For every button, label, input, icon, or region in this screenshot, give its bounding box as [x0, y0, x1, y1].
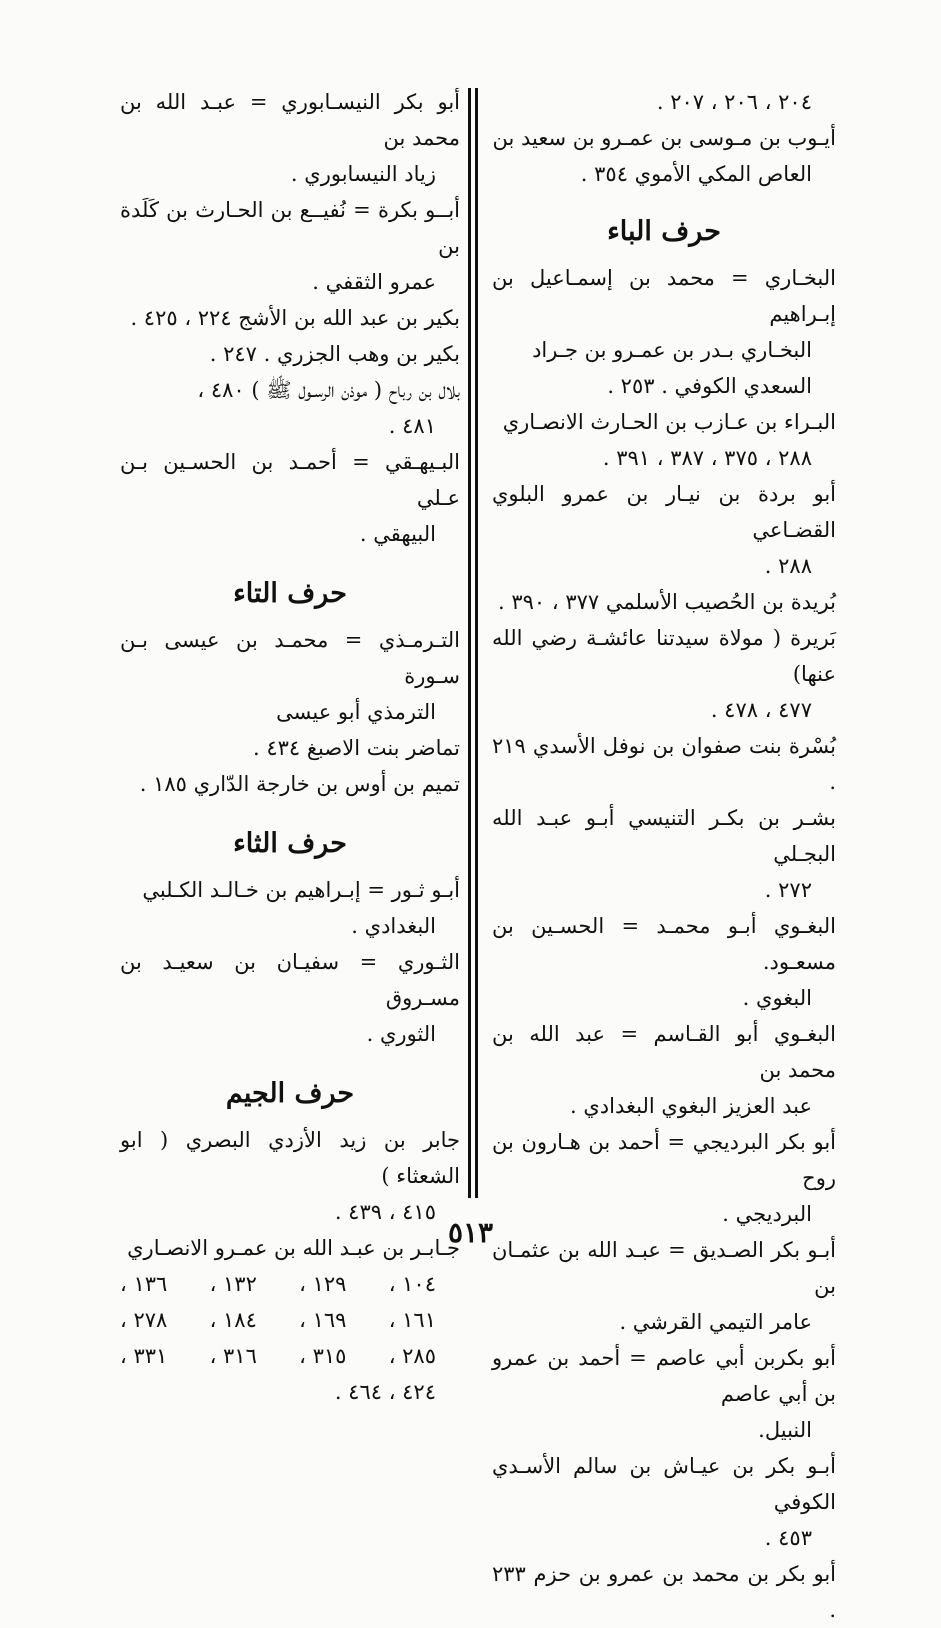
- entry-continuation-line: البخـاري بـدر بن عمـرو بن جـراد: [532, 338, 812, 362]
- entry-continuation-line: ٢٧٢ .: [764, 878, 812, 902]
- entry-continuation-line: البرديجي .: [722, 1202, 812, 1226]
- index-entry: [492, 1340, 836, 1448]
- index-entry: [492, 1556, 836, 1628]
- entry-continuation-line: البيهقي .: [359, 522, 436, 546]
- entry-continuation-line: الثوري .: [366, 1022, 436, 1046]
- entry-line: بشـر بن بكـر التنيسي أبـو عبـد الله البجـلي: [492, 806, 836, 866]
- entry-line: الثـوري = سفيـان بن سعيـد بن مسـروق: [120, 950, 460, 1010]
- entry-line: تماضر بنت الاصبغ ٤٣٤ .: [253, 736, 460, 760]
- entry-line: التـرمـذي = محمـد بن عيسى بـن سـورة: [120, 628, 460, 688]
- index-entry: [120, 300, 460, 336]
- column-divider-rule: [475, 88, 478, 1198]
- entry-line: جابر بن زيد الأزدي البصري ( ابو الشعثاء ): [120, 1128, 460, 1188]
- entry-line: أبو بكر البرديجي = أحمد بن هـارون بن روح: [492, 1130, 836, 1190]
- entry-line: جـابـر بن عبـد الله بن عمـرو الانصـاري: [127, 1236, 460, 1260]
- entry-line: أبـو ثـور = إبـراهيم بن خـالـد الكـلبي: [142, 878, 460, 902]
- page-number-row: [120, 1302, 460, 1338]
- index-entry: [492, 404, 836, 476]
- index-entry: [120, 730, 460, 766]
- page-reference: ٣١٥ ،: [299, 1344, 347, 1368]
- entry-continuation-line: السعدي الكوفي . ٢٥٣ .: [607, 374, 812, 398]
- page-reference: ٢٧٨ ،: [120, 1308, 168, 1332]
- entry-continuation-line: ٤٧٧ ، ٤٧٨ .: [710, 698, 812, 722]
- page-reference: ٣١٦ ،: [209, 1344, 257, 1368]
- page-reference: ١٠٤ ،: [388, 1272, 436, 1296]
- index-entry: [492, 260, 836, 404]
- entry-continuation-line: عمرو الثقفي .: [312, 270, 436, 294]
- entry-line: بُريدة بن الحُصيب الأسلمي ٣٧٧ ، ٣٩٠ .: [498, 590, 836, 614]
- entry-continuation-line: البغدادي .: [351, 914, 436, 938]
- index-entry: [492, 908, 836, 1016]
- letter-section-heading: حرف التاء: [233, 578, 347, 609]
- entry-continuation-line: العاص المكي الأموي ٣٥٤ .: [580, 162, 812, 186]
- index-entry: [120, 872, 460, 944]
- entry-line: أبـو بكر بن عيـاش بن سالم الأسـدي الكوفي: [492, 1454, 836, 1514]
- index-entry: [120, 444, 460, 552]
- left-column: [120, 84, 460, 1410]
- entry-line: أبو بكر بن محمد بن عمرو بن حزم ٢٣٣ .: [492, 1562, 836, 1622]
- index-entry: [120, 766, 460, 802]
- index-entry: [120, 84, 460, 192]
- entry-line: بُسْرة بنت صفوان بن نوفل الأسدي ٢١٩ .: [492, 734, 836, 794]
- entry-line: بلال بن رباح ( موذن الرسـول ﷺ ) ٤٨٠ ،: [197, 378, 460, 402]
- right-column: [492, 84, 836, 1628]
- page-reference: ١٦١ ،: [388, 1308, 436, 1332]
- entry-line: أبو بكربن أبي عاصم = أحمد بن عمرو بن أبي عاصم: [492, 1346, 836, 1406]
- entry-continuation-line: البغوي .: [742, 986, 812, 1010]
- entry-line: البغـوي أبو القـاسم = عبد الله بن محمد بن: [492, 1022, 836, 1082]
- page-reference: ٢٨٥ ،: [388, 1344, 436, 1368]
- entry-line: البغـوي أبـو محمـد = الحسـين بن مسعـود.: [492, 914, 836, 974]
- index-entry: [120, 944, 460, 1052]
- index-entry: [120, 192, 460, 300]
- index-entry: [492, 1016, 836, 1124]
- page-reference: ١٦٩ ،: [299, 1308, 347, 1332]
- index-entry: [492, 584, 836, 620]
- entry-line: بكير بن عبد الله بن الأشج ٢٢٤ ، ٤٢٥ .: [130, 306, 460, 330]
- index-entry: [492, 728, 836, 800]
- entry-continuation-line: ٤٨١ .: [388, 414, 436, 438]
- index-entry: [492, 120, 836, 192]
- entry-line: أبــو بكرة = نُفيــع بن الحـارث بن كَلَدة بن: [120, 198, 460, 258]
- entry-line: أيـوب بن مـوسى بن عمـرو بن سعيد بن: [492, 126, 836, 150]
- entry-line: البـيهـقي = أحمـد بن الحسـين بـن عـلي: [120, 450, 460, 510]
- letter-section-heading: حرف الثاء: [233, 828, 347, 859]
- index-entry: [120, 372, 460, 444]
- page-reference: ١٢٩ ،: [299, 1272, 347, 1296]
- page-reference: ١٣٦ ،: [120, 1272, 168, 1296]
- entry-line: البخـاري = محمد بن إسمـاعيل بن إبـراهيم: [492, 266, 836, 326]
- page-reference: ٣٣١ ،: [120, 1344, 168, 1368]
- entry-line: أبـو بكر الصـديق = عبـد الله بن عثمـان بن: [492, 1238, 836, 1298]
- page-number: ٥١٣: [447, 1216, 494, 1249]
- letter-section-heading: حرف الباء: [607, 216, 721, 247]
- index-entry: [120, 622, 460, 730]
- index-entry: [492, 1448, 836, 1556]
- entry-continuation-line: عبد العزيز البغوي البغدادي .: [570, 1094, 812, 1118]
- entry-continuation-line: ٢٨٨ ، ٣٧٥ ، ٣٨٧ ، ٣٩١ .: [602, 446, 812, 470]
- page-number-row: [120, 1338, 460, 1374]
- index-entry: [120, 1122, 460, 1230]
- entry-continuation-line: ٤١٥ ، ٤٣٩ .: [334, 1200, 436, 1224]
- entry-line: تميم بن أوس بن خارجة الدّاري ١٨٥ .: [139, 772, 460, 796]
- column-divider-rule: [468, 88, 471, 1198]
- page-reference: ١٨٤ ،: [209, 1308, 257, 1332]
- entry-line: أبو بردة بن نيـار بن عمرو البلوي القضـاعي: [492, 482, 836, 542]
- index-entry: [492, 620, 836, 728]
- page-number-row: [120, 1266, 460, 1302]
- entry-continuation-line: ٤٥٣ .: [764, 1526, 812, 1550]
- entry-continuation-line: ٤٢٤ ، ٤٦٤ .: [334, 1380, 436, 1404]
- entry-continuation-line: عامر التيمي القرشي .: [619, 1310, 812, 1334]
- entry-continuation-line: ٢٨٨ .: [764, 554, 812, 578]
- entry-line: بَريرة ( مولاة سيدتنا عائشـة رضي الله عنها): [492, 626, 836, 686]
- entry-continuation-line: زياد النيسابوري .: [290, 162, 436, 186]
- entry-continuation-line: الترمذي أبو عيسى: [276, 700, 436, 724]
- entry-continuation-line: ٢٠٤ ، ٢٠٦ ، ٢٠٧ .: [656, 90, 812, 114]
- index-entry: [492, 476, 836, 584]
- index-entry: [492, 800, 836, 908]
- page-reference: ١٣٢ ،: [209, 1272, 257, 1296]
- entry-line: بكير بن وهب الجزري . ٢٤٧ .: [209, 342, 460, 366]
- letter-section-heading: حرف الجيم: [225, 1078, 355, 1109]
- index-entry: [120, 336, 460, 372]
- entry-line: أبو بكر النيسـابوري = عبـد الله بن محمد بن: [120, 90, 460, 150]
- entry-continuation-line: النبيل.: [758, 1418, 812, 1442]
- entry-line: البـراء بن عـازب بن الحـارث الانصـاري: [502, 410, 836, 434]
